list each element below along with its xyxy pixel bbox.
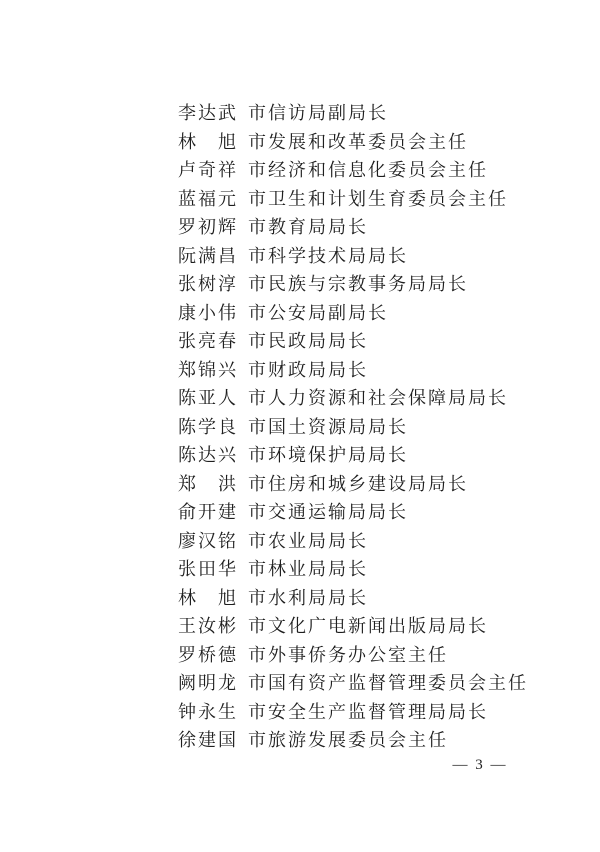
person-name: 张田华: [178, 559, 236, 579]
person-title: 市发展和改革委员会主任: [248, 131, 468, 152]
person-name: 王汝彬: [178, 616, 236, 636]
roster-row: [178, 242, 600, 271]
roster-row: [178, 270, 600, 299]
person-name: 阙明龙: [178, 673, 236, 693]
roster-list: [178, 99, 600, 755]
roster-row: [178, 327, 600, 356]
roster-row: [178, 669, 600, 698]
roster-row: [178, 498, 600, 527]
roster-row: [178, 470, 600, 499]
person-title: 市林业局局长: [248, 559, 368, 579]
person-title: 市经济和信息化委员会主任: [248, 160, 488, 180]
roster-row: [178, 441, 600, 470]
person-title: 市科学技术局局长: [248, 245, 408, 266]
roster-row: [178, 299, 600, 328]
roster-row: [178, 413, 600, 442]
person-title: 市卫生和计划生育委员会主任: [248, 188, 508, 209]
person-name: 张亮春: [178, 331, 236, 351]
person-name: 罗桥德: [178, 644, 236, 665]
person-name: 林旭: [178, 131, 236, 152]
roster-row: [178, 384, 600, 413]
person-name: 俞开建: [178, 502, 236, 522]
roster-row: [178, 726, 600, 755]
person-title: 市民政局局长: [248, 331, 368, 351]
person-title: 市住房和城乡建设局局长: [248, 473, 468, 494]
person-title: 市水利局局长: [248, 587, 368, 608]
person-title: 市文化广电新闻出版局局长: [248, 616, 488, 636]
roster-row: [178, 213, 600, 242]
page-number: — 3 —: [452, 757, 508, 773]
roster-row: [178, 527, 600, 556]
person-title: 市国土资源局局长: [248, 416, 408, 437]
person-title: 市环境保护局局长: [248, 445, 408, 465]
roster-row: [178, 641, 600, 670]
roster-row: [178, 185, 600, 214]
person-title: 市国有资产监督管理委员会主任: [248, 673, 528, 693]
roster-row: [178, 698, 600, 727]
roster-row: [178, 555, 600, 584]
person-name: 林旭: [178, 587, 236, 608]
person-name: 阮满昌: [178, 245, 236, 266]
roster-row: [178, 156, 600, 185]
person-title: 市农业局局长: [248, 530, 368, 551]
person-name: 郑锦兴: [178, 359, 236, 380]
person-name: 钟永生: [178, 701, 236, 722]
roster-row: [178, 356, 600, 385]
person-title: 市交通运输局局长: [248, 502, 408, 522]
person-name: 罗初辉: [178, 217, 236, 237]
person-title: 市旅游发展委员会主任: [248, 730, 448, 750]
person-name: 陈亚人: [178, 388, 236, 408]
person-title: 市信访局副局长: [248, 103, 388, 123]
person-name: 廖汉铭: [178, 530, 236, 551]
person-title: 市教育局局长: [248, 217, 368, 237]
person-name: 李达武: [178, 103, 236, 123]
roster-row: [178, 99, 600, 128]
person-name: 康小伟: [178, 302, 236, 323]
person-title: 市外事侨务办公室主任: [248, 644, 448, 665]
person-name: 陈学良: [178, 416, 236, 437]
person-title: 市公安局副局长: [248, 302, 388, 323]
person-name: 郑洪: [178, 473, 236, 494]
person-name: 张树淳: [178, 274, 236, 294]
roster-row: [178, 584, 600, 613]
roster-row: [178, 612, 600, 641]
person-name: 卢奇祥: [178, 160, 236, 180]
person-name: 蓝福元: [178, 188, 236, 209]
person-name: 徐建国: [178, 730, 236, 750]
person-name: 陈达兴: [178, 445, 236, 465]
person-title: 市民族与宗教事务局局长: [248, 274, 468, 294]
person-title: 市安全生产监督管理局局长: [248, 701, 488, 722]
person-title: 市人力资源和社会保障局局长: [248, 388, 508, 408]
roster-row: [178, 128, 600, 157]
person-title: 市财政局局长: [248, 359, 368, 380]
